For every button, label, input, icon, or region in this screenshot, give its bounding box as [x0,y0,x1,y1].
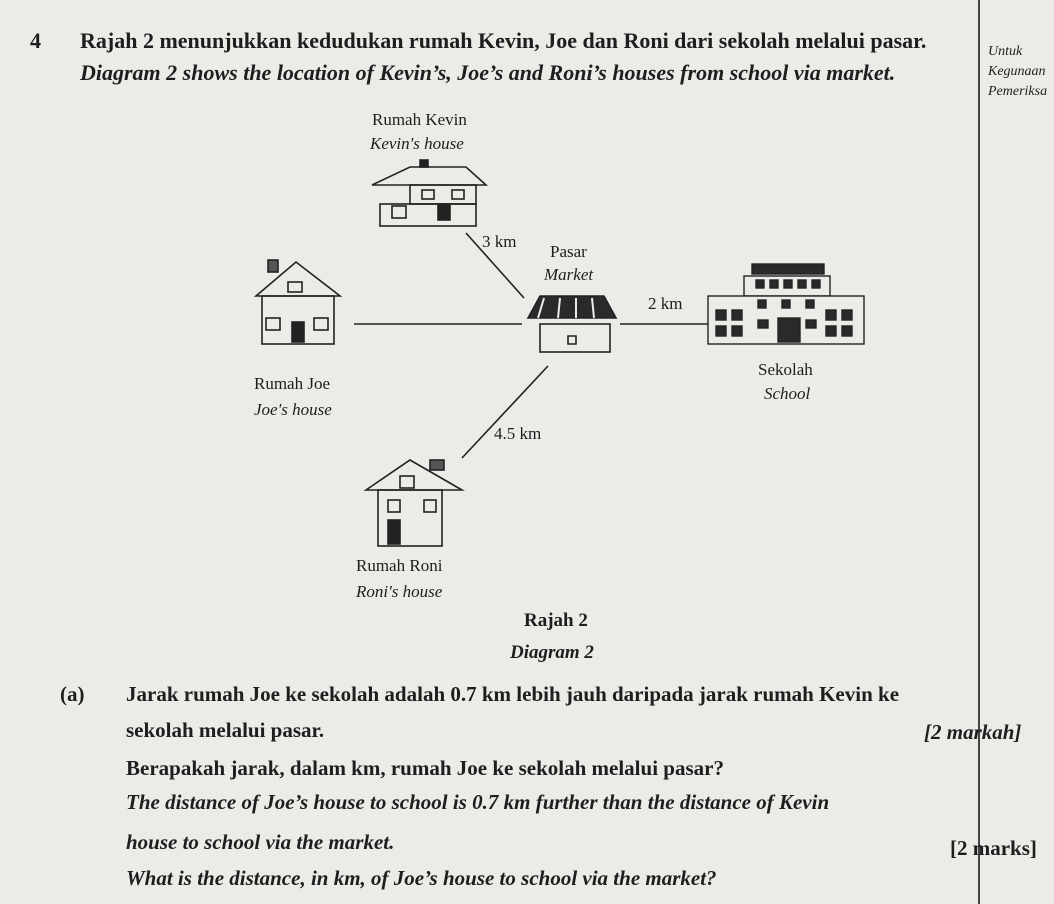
part-a-malay-line1: Jarak rumah Joe ke sekolah adalah 0.7 km lebih jauh daripada jarak rumah Kevin ke [126,682,900,706]
school-label-malay: Sekolah [758,360,813,379]
part-a-marks-english: [2 marks] [950,836,1037,860]
joe-house-label-malay: Rumah Joe [254,374,331,393]
market-icon [528,296,616,352]
part-a-english-line2: house to school via the market. [126,830,395,854]
part-a-english-line1: The distance of Joe’s house to school is 0.7 km further than the distance of Kevin [126,790,830,814]
market-label-malay: Pasar [550,242,587,261]
question-number: 4 [30,28,41,53]
margin-note-line3: Pemeriksa [988,84,1048,99]
school-icon [708,264,864,344]
diagram-caption-malay: Rajah 2 [524,610,588,631]
margin-note-line1: Untuk [988,44,1023,59]
part-a-label: (a) [60,682,85,706]
margin-note-line2: Kegunaan [988,64,1046,79]
part-a-malay-line2: sekolah melalui pasar. [126,718,325,742]
kevin-house-label-malay: Rumah Kevin [372,110,467,129]
market-label-english: Market [544,265,594,284]
roni-house-label-malay: Rumah Roni [356,556,443,575]
diagram-caption-english: Diagram 2 [510,642,594,663]
question-intro-english: Diagram 2 shows the location of Kevin’s, Joe’s and Roni’s houses from school via market. [80,60,896,85]
part-a-marks-malay: [2 markah] [924,720,1022,744]
school-label-english: School [764,384,811,403]
part-a-malay-line3: Berapakah jarak, dalam km, rumah Joe ke sekolah melalui pasar? [126,756,724,780]
joe-house-label-english: Joe's house [254,400,332,419]
question-intro-malay: Rajah 2 menunjukkan kedudukan rumah Kevin, Joe dan Roni dari sekolah melalui pasar. [80,28,927,53]
kevin-house-label-english: Kevin's house [370,134,464,153]
distance-kevin-market: 3 km [482,232,517,251]
part-a-english-line3: What is the distance, in km, of Joe’s house to school via the market? [126,866,717,890]
roni-house-icon [366,460,462,546]
distance-roni-market: 4.5 km [494,424,542,443]
joe-house-icon [256,260,340,344]
roni-house-label-english: Roni's house [356,582,443,601]
kevin-house-icon [372,160,486,226]
distance-market-school: 2 km [648,294,683,313]
line-roni-market [462,366,548,458]
